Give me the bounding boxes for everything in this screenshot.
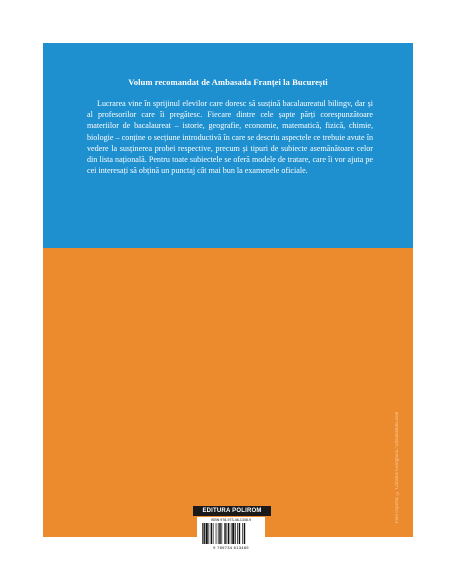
photo-credit: Foto copertă: © Christos Georghiou / Dreamstime.com (395, 411, 400, 523)
book-back-cover (43, 43, 413, 560)
recommendation-headline: Volum recomandat de Ambasada Franței la București (128, 77, 328, 87)
description-paragraph: Lucrarea vine în sprijinul elevilor care doresc să susțină bacalaureatul bilingv, dar și al profesorilor care îi pregătesc. Fiecare dintre cele șapte părți corespunzătoare materiilor de bacalaureat – istorie, geografie, economie, matematică, fizică, chimie, biologie – conține o secțiune introductivă în care se descriu aspectele ce trebuie avute în vedere la susținerea probei respective, precum și tipuri de subiecte asemănătoare celor din lista națională. Pentru toate subiectele se oferă modele de tratare, care îi vor ajuta pe cei interesați să obțină un punctaj cât mai bun la examenele oficiale. (87, 99, 373, 176)
barcode-digits: 9 789734 613489 (213, 545, 249, 550)
publisher-website: www.polirom.ro (209, 553, 255, 560)
publisher-label: EDITURA POLIROM (193, 506, 271, 516)
isbn-number: ISBN 978-973-46-1348-9 (210, 518, 252, 522)
bottom-orange-band (43, 248, 413, 537)
isbn-barcode-box (197, 517, 265, 551)
barcode-icon (202, 523, 260, 544)
